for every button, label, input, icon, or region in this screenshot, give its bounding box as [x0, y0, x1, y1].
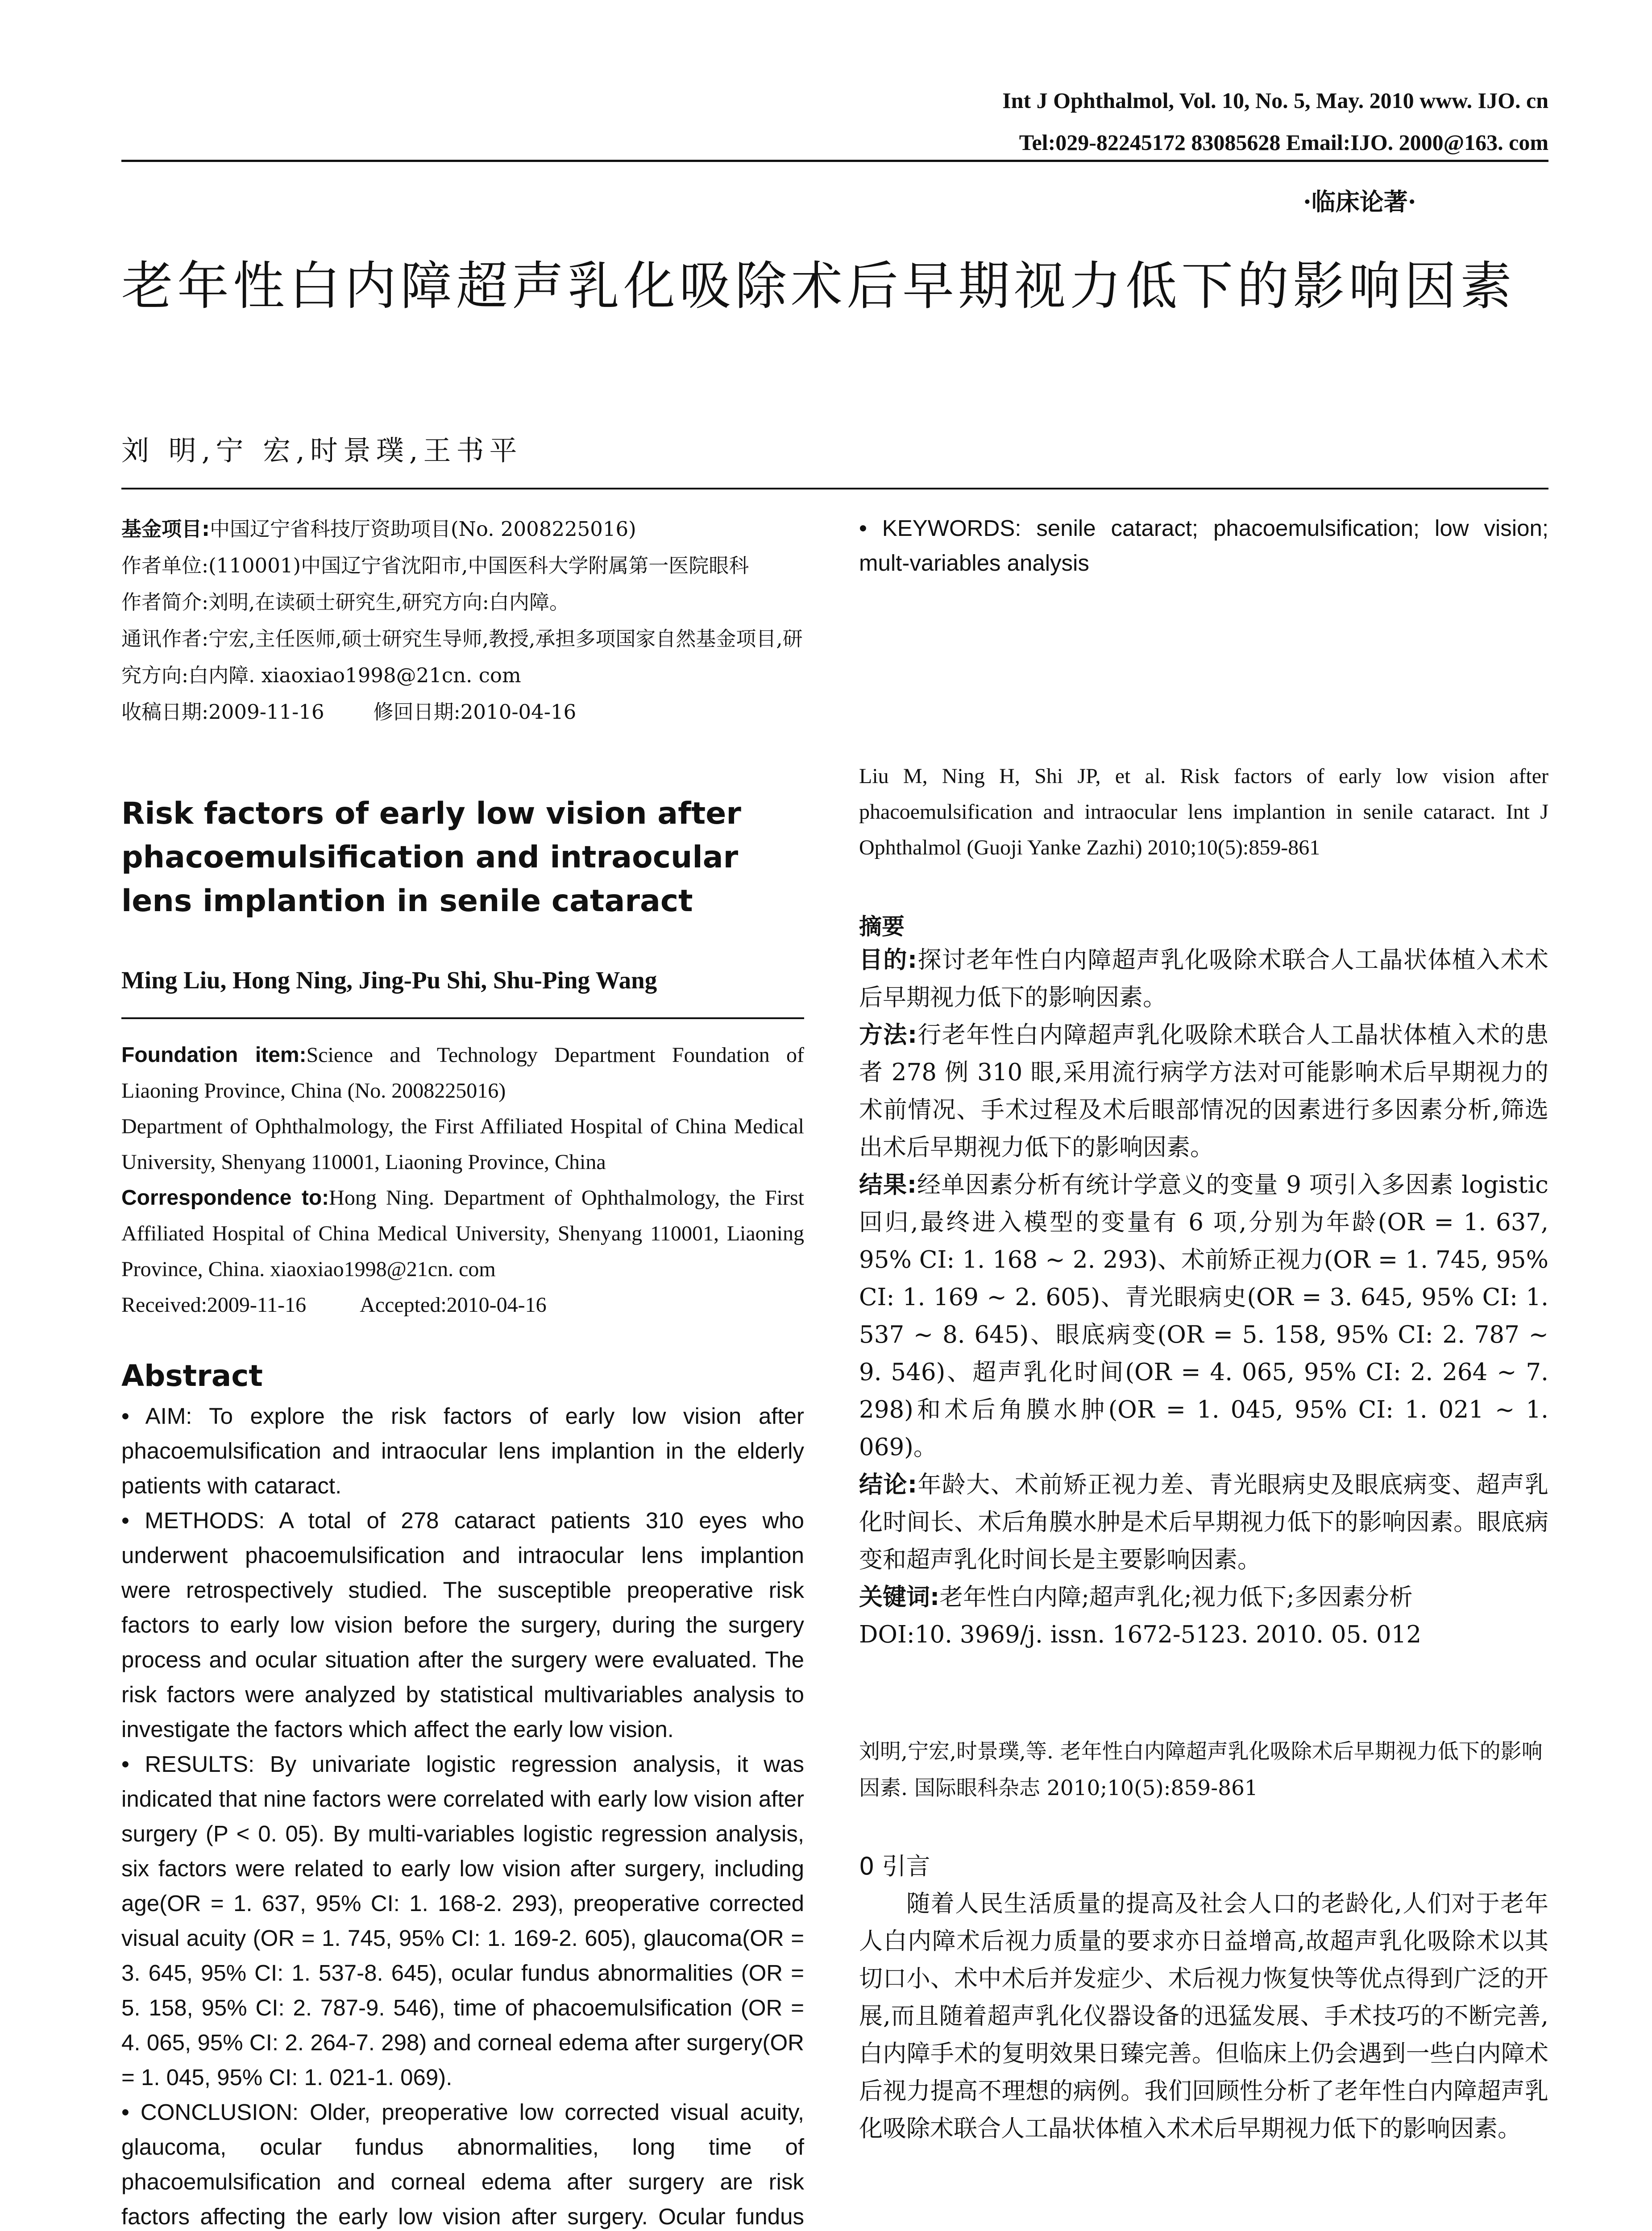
abstract-en-body: [121, 1399, 804, 2231]
unit-zh: 作者单位:(110001)中国辽宁省沈阳市,中国医科大学附属第一医院眼科: [121, 554, 749, 577]
corr-zh: 通讯作者:宁宏,主任医师,硕士研究生导师,教授,承担多项国家自然基金项目,研究方向:白内障. xiaoxiao1998@21cn. com: [121, 627, 803, 687]
journal-header-line2: Tel:029-82245172 83085628 Email:IJO. 2000@163. com: [1019, 130, 1548, 155]
abstract-en-continued: [859, 511, 1548, 581]
abstract-zh-body: [859, 941, 1548, 1654]
foundation-en: [121, 1037, 804, 1323]
abstract-zh-results: 结果:经单因素分析有统计学意义的变量 9 项引入多因素 logistic 回归,最终进入模型的变量有 6 项,分别为年龄(OR = 1. 637, 95% CI: 1. 168 ~ 2. 293)、术前矫正视力(OR = 1. 745, 95% CI: 1. 169 ~ 2. 605)、青光眼病史(OR = 3. 645, 95% CI: 1. 537 ~ 8. 645)、眼底病变(OR = 5. 158, 95% CI: 2. 787 ~ 9. 546)、超声乳化时间(OR = 4. 065, 95% CI: 2. 264 ~ 7. 298)和术后角膜水肿(OR = 1. 045, 95% CI: 1. 021 ~ 1. 069)。: [859, 1171, 1548, 1461]
dates-zh: 收稿日期:2009-11-16 修回日期:2010-04-16: [121, 700, 577, 724]
authors-rule: [121, 1017, 804, 1019]
dates-en: Received:2009-11-16 Accepted:2010-04-16: [121, 1293, 547, 1317]
fund-zh: 基金项目:中国辽宁省科技厅资助项目(No. 2008225016): [121, 517, 636, 541]
foundation-item: Foundation item:Science and Technology Department Foundation of Liaoning Province, China (No. 2008225016): [121, 1043, 804, 1103]
authors-zh: 刘 明,宁 宏,时景璞,王书平: [121, 434, 523, 467]
abstract-conclusion: • CONCLUSION: Older, preoperative low corrected visual acuity, glaucoma, ocular fundus abnormalities, long time of phacoemulsification and corneal edema after surgery are risk factors affecting the early low vision after surgery. Ocular fundus: [121, 2099, 804, 2229]
department-en: Department of Ophthalmology, the First Affiliated Hospital of China Medical University, Shenyang 110001, Liaoning Province, China: [121, 1115, 804, 1174]
abstract-zh-methods: 方法:行老年性白内障超声乳化吸除术联合人工晶状体植入术的患者 278 例 310 眼,采用流行病学方法对可能影响术后早期视力的术前情况、手术过程及术后眼部情况的因素进行多因素分析,筛选出术后早期视力低下的影响因素。: [859, 1021, 1549, 1161]
doi: DOI:10. 3969/j. issn. 1672-5123. 2010. 05. 012: [859, 1621, 1422, 1648]
journal-header-line1: Int J Ophthalmol, Vol. 10, No. 5, May. 2010 www. IJO. cn: [1002, 88, 1548, 113]
header-rule: [121, 160, 1548, 162]
citation-en: Liu M, Ning H, Shi JP, et al. Risk factors of early low vision after phacoemulsification and intraocular lens implantion in senile cataract. Int J Ophthalmol (Guoji Yanke Zazhi) 2010;10(5):859-861: [859, 764, 1548, 859]
intro-text: 随着人民生活质量的提高及社会人口的老龄化,人们对于老年人白内障术后视力质量的要求亦日益增高,故超声乳化吸除术以其切口小、术中术后并发症少、术后视力恢复快等优点得到广泛的开展,而且随着超声乳化仪器设备的迅猛发展、手术技巧的不断完善,白内障手术的复明效果日臻完善。但临床上仍会遇到一些白内障术后视力提高不理想的病例。我们回顾性分析了老年性白内障超声乳化吸除术联合人工晶状体植入术术后早期视力低下的影响因素。: [859, 1890, 1548, 2142]
title-zh: 老年性白内障超声乳化吸除术后早期视力低下的影响因素: [121, 256, 1516, 316]
title-rule: [121, 488, 1548, 489]
abstract-zh-keywords: 关键词:老年性白内障;超声乳化;视力低下;多因素分析: [859, 1584, 1413, 1611]
abstract-zh-aim: 目的:探讨老年性白内障超声乳化吸除术联合人工晶状体植入术术后早期视力低下的影响因素。: [859, 946, 1549, 1011]
meta-zh: [121, 511, 804, 730]
bio-zh: 作者简介:刘明,在读硕士研究生,研究方向:白内障。: [121, 590, 569, 614]
abstract-zh-heading: 摘要: [859, 914, 905, 940]
abstract-methods: • METHODS: A total of 278 cataract patients 310 eyes who underwent phacoemulsification and intraocular lens implantion were retrospectively studied. The susceptible preoperative risk factors to early low vision before the surgery, during the surgery process and ocular situation after the surgery were evaluated. The risk factors were analyzed by statistical multivariables analysis to investigate the factors which affect the early low vision.: [121, 1508, 804, 1742]
abstract-heading: Abstract: [121, 1359, 263, 1393]
abstract-results: • RESULTS: By univariate logistic regression analysis, it was indicated that nine factors were correlated with early low vision after surgery (P < 0. 05). By multi-variables logistic regression analysis, six factors were related to early low vision after surgery, including age(OR = 1. 637, 95% CI: 1. 168-2. 293), preoperative corrected visual acuity (OR = 1. 745, 95% CI: 1. 169-2. 605), glaucoma(OR = 3. 645, 95% CI: 1. 537-8. 645), ocular fundus abnormalities (OR = 5. 158, 95% CI: 2. 787-9. 546), time of phacoemulsification (OR = 4. 065, 95% CI: 2. 264-7. 298) and corneal edema after surgery(OR = 1. 045, 95% CI: 1. 021-1. 069).: [121, 1751, 804, 2090]
correspondence-en: Correspondence to:Hong Ning. Department of Ophthalmology, the First Affiliated Hospital of China Medical University, Shenyang 110001, Liaoning Province, China. xiaoxiao1998@21cn. com: [121, 1186, 804, 1281]
abstract-keywords: • KEYWORDS: senile cataract; phacoemulsification; low vision; mult-variables analysis: [859, 515, 1548, 576]
citation-zh: 刘明,宁宏,时景璞,等. 老年性白内障超声乳化吸除术后早期视力低下的影响因素. 国际眼科杂志 2010;10(5):859-861: [859, 1739, 1543, 1800]
abstract-aim: • AIM: To explore the risk factors of early low vision after phacoemulsification and intraocular lens implantion in the elderly patients with cataract.: [121, 1403, 804, 1498]
abstract-zh-conclusion: 结论:年龄大、术前矫正视力差、青光眼病史及眼底病变、超声乳化时间长、术后角膜水肿是术后早期视力低下的影响因素。眼底病变和超声乳化时间长是主要影响因素。: [859, 1471, 1549, 1573]
title-en: Risk factors of early low vision after phacoemulsification and intraocular lens implantion in senile cataract: [121, 796, 741, 919]
authors-en: Ming Liu, Hong Ning, Jing-Pu Shi, Shu-Ping Wang: [121, 966, 657, 994]
section-tag: ·临床论著·: [1303, 187, 1416, 216]
intro-heading: 0 引言: [859, 1852, 930, 1880]
